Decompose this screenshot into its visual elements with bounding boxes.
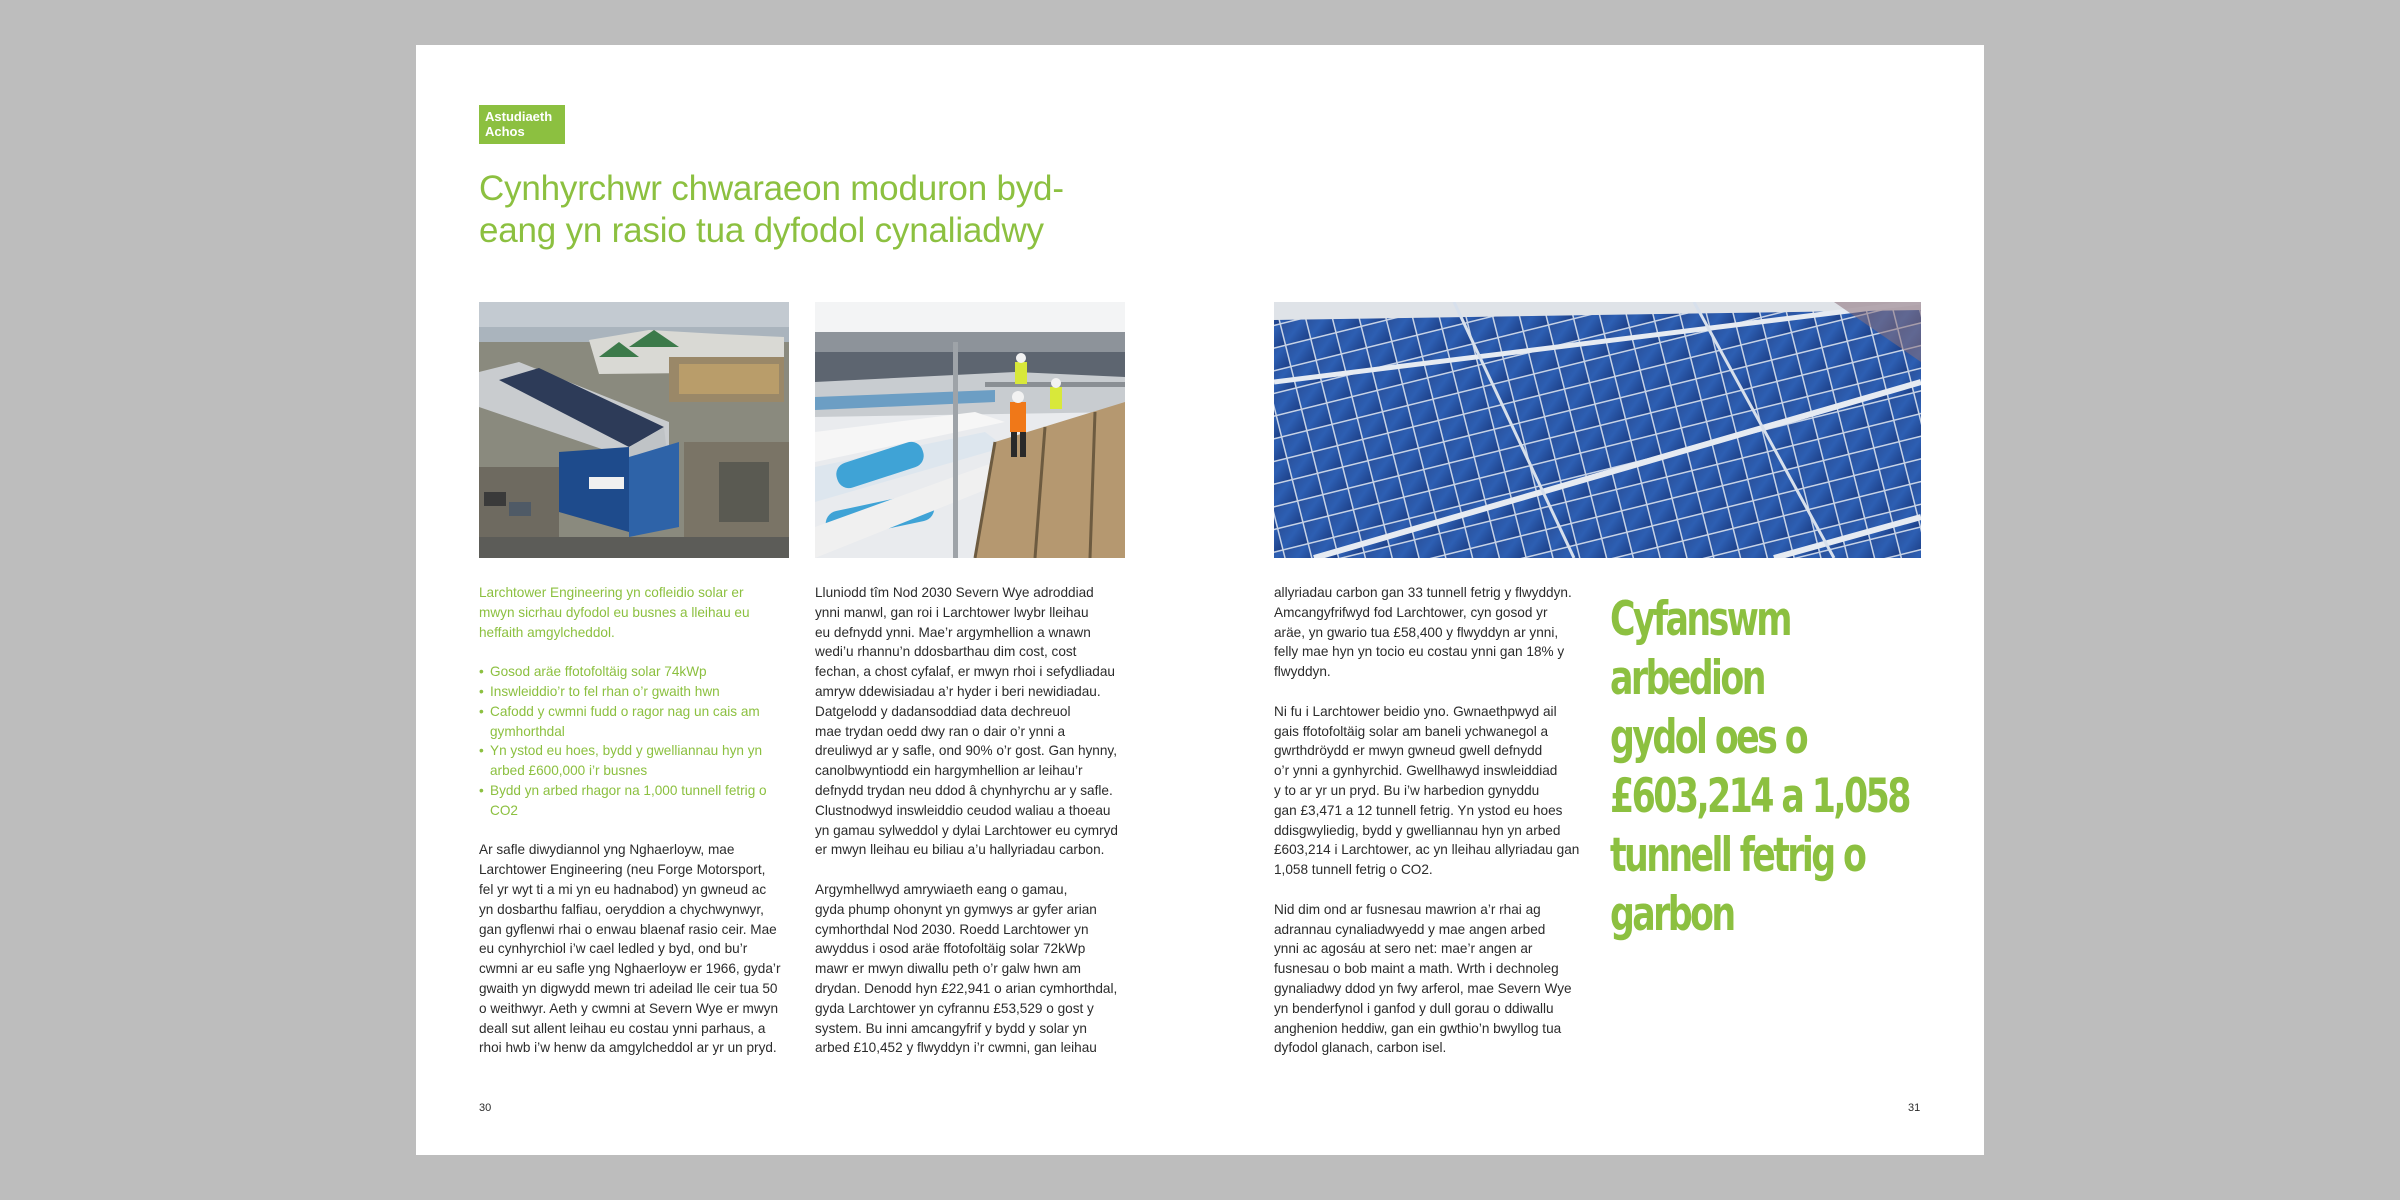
page-title: [479, 168, 1159, 252]
pull-quote-line: £603,214 a 1,058: [1610, 769, 1909, 824]
column-1: [479, 583, 799, 1058]
key-point: • Gosod aräe ffotofoltäig solar 74kWp: [479, 662, 799, 682]
solar-panels-photo: [1274, 302, 1921, 558]
title-line-2: eang yn rasio tua dyfodol cynaliadwy: [479, 211, 1044, 250]
page-number-right: 31: [1908, 1102, 1921, 1114]
rooftop-installation-photo: [815, 302, 1125, 558]
column-3: [1274, 583, 1594, 1058]
pull-quote-line: gydol oes o: [1610, 710, 1807, 765]
body-paragraph: Lluniodd tîm Nod 2030 Severn Wye adroddiad ynni manwl, gan roi i Larchtower lwybr lleihau eu defnydd ynni. Mae’r argymhellion a wnawn wedi’u rhannu’n ddosbarthau dim cost, cost fechan, a chost cyfalaf, er mwyn rhoi i sefydliadau amryw ddewisiadau a’r hyder i beri newidiadau. Datgelodd y dadansoddiad data dechreuol mae trydan oedd dwy ran o dair o’r ynni a dreuliwyd ar y safle, ond 90% o’r gost. Gan hynny, canolbwyntiodd ein hargymhellion ar leihau’r defnydd trydan neu ddod â chynhyrchu ar y safle. Clustnodwyd inswleiddio ceudod waliau a thoeau yn gamau sylweddol y dylai Larchtower eu cymryd er mwyn lleihau eu biliau a’u hallyriadau carbon.: [815, 585, 1118, 858]
body-paragraph: Ar safle diwydiannol yng Nghaerloyw, mae Larchtower Engineering (neu Forge Motorsport, fel yr wyt ti a mi yn eu hadnabod) yn gwneud ac yn dosbarthu falfiau, oeryddion a chychwynwyr, gan gyflenwi rhai o enwau blaenaf rasio ceir. Mae eu cynhyrchiol i’w cael ledled y byd, ond bu’r cwmni ar eu safle yng Nghaerloyw er 1966, gyda’r gwaith yn digwydd mewn tri adeilad lle ceir tua 50 o weithwyr. Aeth y cwmni at Severn Wye er mwyn deall sut allent leihau eu costau ynni parhaus, a rhoi hwb i’w henw da amgylcheddol ar yr un pryd.: [479, 842, 781, 1056]
body-paragraph: Ni fu i Larchtower beidio yno. Gwnaethpwyd ail gais ffotofoltäig solar am baneli ychwanegol a gwrthdröydd er mwyn gwneud gwell defnydd o’r ynni a gynhyrchid. Gwellhawyd inswleiddiad y to ar yr un pryd. Bu i’w harbedion gynyddu gan £3,471 a 12 tunnell fetrig. Yn ystod eu hoes ddisgwyliedig, bydd y gwelliannau hyn yn arbed £603,214 i Larchtower, ac yn lleihau allyriadau gan 1,058 tunnell fetrig o CO2.: [1274, 703, 1580, 878]
tag-line-2: Achos: [485, 124, 525, 139]
pull-quote-line: Cyfanswm arbedion: [1610, 592, 1790, 706]
pull-quote-line: garbon: [1610, 887, 1734, 942]
pull-quote: [1610, 590, 1936, 944]
body-paragraph: Nid dim ond ar fusnesau mawrion a’r rhai ag adrannau cynaliadwyedd y mae angen arbed ynni ac agosáu at sero net: mae’r angen ar fusnesau o bob maint a math. Wrth i dechnoleg gynaliadwy ddod yn fwy arferol, mae Severn Wye yn benderfynol i ganfod y dull gorau o ddiwallu anghenion heddiw, gan ein gwthio’n bwyllog tua dyfodol glanach, carbon isel.: [1274, 901, 1572, 1056]
title-line-1: Cynhyrchwr chwaraeon moduron byd-: [479, 169, 1064, 208]
key-point: • Inswleiddio’r to fel rhan o’r gwaith hwn: [479, 682, 799, 702]
factory-photo: [479, 302, 789, 558]
key-points-list: [479, 662, 799, 820]
case-study-tag: [479, 105, 565, 144]
body-paragraph: Argymhellwyd amrywiaeth eang o gamau, gyda phump ohonynt yn gymwys ar gyfer arian cymhorthdal Nod 2030. Roedd Larchtower yn awyddus i osod aräe ffotofoltäig solar 72kWp mawr er mwyn diwallu peth o’r galw hwn am drydan. Denodd hyn £22,941 o arian cymhorthdal, gyda Larchtower yn cyfrannu £53,529 o gost y system. Bu inni amcangyfrif y bydd y solar yn arbed £10,452 y flwyddyn i’r cwmni, gan leihau: [815, 881, 1118, 1056]
tag-line-1: Astudiaeth: [485, 109, 553, 124]
page-number-left: 30: [479, 1102, 492, 1114]
key-point: • Cafodd y cwmni fudd o ragor nag un cais am gymhorthdal: [479, 702, 799, 742]
brochure-spread: [416, 45, 1984, 1155]
key-point: • Yn ystod eu hoes, bydd y gwelliannau hyn yn arbed £600,000 i’r busnes: [479, 741, 799, 781]
body-paragraph: allyriadau carbon gan 33 tunnell fetrig y flwyddyn. Amcangyfrifwyd fod Larchtower, cyn gosod yr aräe, yn gwario tua £58,400 y flwyddyn ar ynni, felly mae hyn yn tocio eu costau ynni gan 18% y flwyddyn.: [1274, 585, 1572, 680]
key-point: • Bydd yn arbed rhagor na 1,000 tunnell fetrig o CO2: [479, 781, 799, 821]
column-2: [815, 583, 1135, 1058]
intro-text: Larchtower Engineering yn cofleidio solar er mwyn sicrhau dyfodol eu busnes a lleihau eu heffaith amgylcheddol.: [479, 585, 750, 640]
pull-quote-line: tunnell fetrig o: [1610, 828, 1865, 883]
